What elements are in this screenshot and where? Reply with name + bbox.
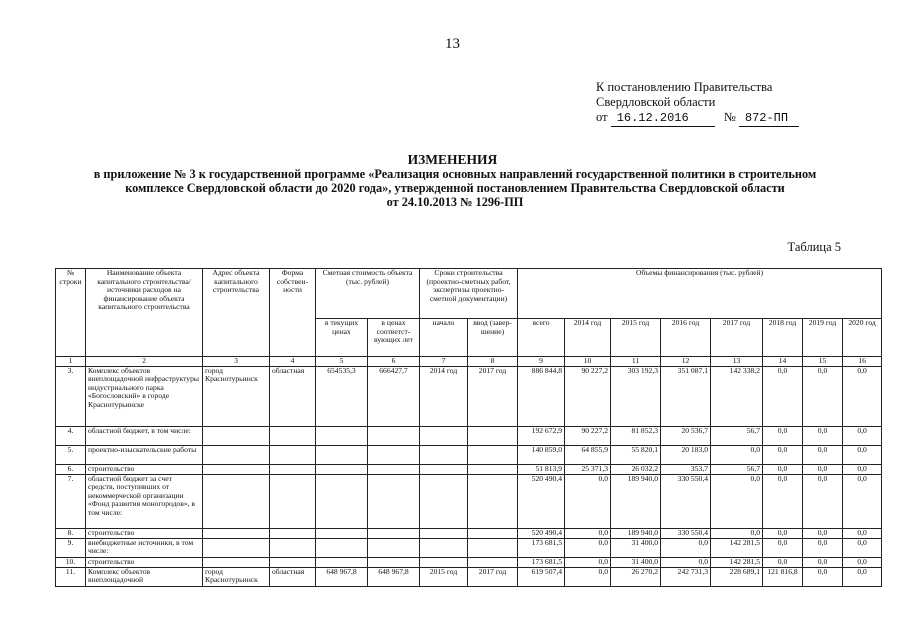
cell-address <box>203 445 270 464</box>
table-row <box>56 464 882 474</box>
cell-cost-current: 654535,3 <box>316 366 368 426</box>
cell-form <box>270 474 316 528</box>
cell-cost-years: 648 967,8 <box>368 567 420 586</box>
cell-row-no: 8. <box>56 528 86 538</box>
cell-2015: 26 270,2 <box>611 567 661 586</box>
cell-name: строительство <box>86 528 203 538</box>
cell-address <box>203 538 270 557</box>
cell-address: город Краснотурьинск <box>203 567 270 586</box>
cell-row-no: 7. <box>56 474 86 528</box>
cell-2014: 0,0 <box>565 538 611 557</box>
cell-2015: 55 820,1 <box>611 445 661 464</box>
column-number: 14 <box>763 357 803 367</box>
cell-2018: 0,0 <box>763 366 803 426</box>
cell-2020: 0,0 <box>843 538 882 557</box>
cell-cost-current <box>316 445 368 464</box>
column-number: 3 <box>203 357 270 367</box>
cell-name: Комплекс объектов внеплощадочной <box>86 567 203 586</box>
cell-2018: 0,0 <box>763 445 803 464</box>
cell-start <box>420 464 468 474</box>
cell-2014: 90 227,2 <box>565 426 611 445</box>
document-subtitle <box>40 167 870 209</box>
cell-start <box>420 426 468 445</box>
number-prefix: № <box>723 110 736 124</box>
cell-cost-current <box>316 464 368 474</box>
cell-2018: 0,0 <box>763 538 803 557</box>
cell-2014: 0,0 <box>565 474 611 528</box>
cell-2015: 189 940,0 <box>611 528 661 538</box>
cell-cost-years <box>368 445 420 464</box>
cell-2018: 0,0 <box>763 426 803 445</box>
approval-block <box>596 80 799 127</box>
cell-2018: 0,0 <box>763 557 803 567</box>
cell-name: строительство <box>86 557 203 567</box>
cell-cost-current <box>316 528 368 538</box>
cell-cost-current <box>316 474 368 528</box>
cell-form <box>270 426 316 445</box>
header-row-no: № строки <box>56 269 86 357</box>
column-number: 15 <box>803 357 843 367</box>
cell-2017: 56,7 <box>711 464 763 474</box>
cell-row-no: 11. <box>56 567 86 586</box>
cell-2017: 0,0 <box>711 528 763 538</box>
cell-2014: 0,0 <box>565 567 611 586</box>
cell-2017: 228 689,1 <box>711 567 763 586</box>
column-number: 10 <box>565 357 611 367</box>
table-label: Таблица 5 <box>787 240 841 254</box>
cell-form <box>270 557 316 567</box>
header-2020: 2020 год <box>843 319 882 357</box>
cell-2020: 0,0 <box>843 366 882 426</box>
cell-2016: 0,0 <box>661 557 711 567</box>
cell-2015: 31 400,0 <box>611 557 661 567</box>
table-row <box>56 567 882 586</box>
header-financing: Объемы финансирования (тыс. рублей) <box>518 269 882 319</box>
cell-name: внебюджетные источники, в том числе: <box>86 538 203 557</box>
cell-total: 520 490,4 <box>518 528 565 538</box>
header-2014: 2014 год <box>565 319 611 357</box>
cell-form <box>270 528 316 538</box>
cell-cost-years <box>368 474 420 528</box>
table-row <box>56 474 882 528</box>
cell-end <box>468 528 518 538</box>
cell-2019: 0,0 <box>803 528 843 538</box>
approval-date-line <box>596 110 799 127</box>
cell-form: областная <box>270 366 316 426</box>
cell-2014: 0,0 <box>565 528 611 538</box>
cell-form: областная <box>270 567 316 586</box>
table-row <box>56 366 882 426</box>
cell-end <box>468 474 518 528</box>
cell-name: областной бюджет за счет средств, поступивших от некоммерческой организации «Фонд развития моногородов», в том числе: <box>86 474 203 528</box>
cell-address <box>203 474 270 528</box>
cell-cost-years <box>368 557 420 567</box>
cell-2016: 0,0 <box>661 538 711 557</box>
table-row <box>56 538 882 557</box>
cell-2016: 351 087,1 <box>661 366 711 426</box>
header-ownership: Форма собствен-ности <box>270 269 316 357</box>
cell-cost-current: 648 967,8 <box>316 567 368 586</box>
cell-start: 2015 год <box>420 567 468 586</box>
cell-address <box>203 464 270 474</box>
cell-2017: 142 281,5 <box>711 538 763 557</box>
cell-name: строительство <box>86 464 203 474</box>
header-end: ввод (завер-шение) <box>468 319 518 357</box>
cell-row-no: 4. <box>56 426 86 445</box>
cell-end <box>468 464 518 474</box>
cell-2014: 90 227,2 <box>565 366 611 426</box>
cell-address <box>203 426 270 445</box>
cell-form <box>270 538 316 557</box>
cell-2020: 0,0 <box>843 528 882 538</box>
header-cost: Сметная стоимость объекта (тыс. рублей) <box>316 269 420 319</box>
cell-2020: 0,0 <box>843 445 882 464</box>
cell-2020: 0,0 <box>843 567 882 586</box>
cell-end <box>468 538 518 557</box>
cell-name: Комплекс объектов внеплощадочной инфраструктуры индустриального парка «Богословский» в городе Краснотурьинске <box>86 366 203 426</box>
column-number-row <box>56 357 882 367</box>
cell-form <box>270 445 316 464</box>
cell-2019: 0,0 <box>803 538 843 557</box>
cell-start: 2014 год <box>420 366 468 426</box>
header-2017: 2017 год <box>711 319 763 357</box>
cell-start <box>420 528 468 538</box>
cell-total: 140 859,0 <box>518 445 565 464</box>
cell-end: 2017 год <box>468 366 518 426</box>
cell-2016: 330 550,4 <box>661 528 711 538</box>
cell-2019: 0,0 <box>803 426 843 445</box>
cell-2020: 0,0 <box>843 426 882 445</box>
cell-total: 173 681,5 <box>518 557 565 567</box>
cell-total: 192 672,9 <box>518 426 565 445</box>
header-address: Адрес объекта капитального строительства <box>203 269 270 357</box>
table-row <box>56 557 882 567</box>
cell-2016: 20 536,7 <box>661 426 711 445</box>
cell-start <box>420 445 468 464</box>
cell-cost-years <box>368 528 420 538</box>
cell-2018: 121 816,8 <box>763 567 803 586</box>
subtitle-line-1: в приложение № 3 к государственной программе «Реализация основных направлений государственной политики в строительном <box>93 167 817 181</box>
column-number: 9 <box>518 357 565 367</box>
header-cost-years: в ценах соответст-вующих лет <box>368 319 420 357</box>
cell-2015: 31 400,0 <box>611 538 661 557</box>
cell-2018: 0,0 <box>763 464 803 474</box>
cell-2019: 0,0 <box>803 464 843 474</box>
cell-total: 886 844,8 <box>518 366 565 426</box>
cell-row-no: 3. <box>56 366 86 426</box>
date-prefix: от <box>596 110 608 124</box>
cell-2015: 303 192,3 <box>611 366 661 426</box>
cell-2016: 353,7 <box>661 464 711 474</box>
subtitle-line-3: от 24.10.2013 № 1296-ПП <box>386 195 524 209</box>
approval-line-2: Свердловской области <box>596 95 716 109</box>
cell-total: 173 681,5 <box>518 538 565 557</box>
cell-2018: 0,0 <box>763 528 803 538</box>
cell-row-no: 6. <box>56 464 86 474</box>
cell-cost-current <box>316 557 368 567</box>
cell-start <box>420 474 468 528</box>
document-title: ИЗМЕНЕНИЯ <box>407 152 498 167</box>
cell-2014: 64 855,9 <box>565 445 611 464</box>
cell-2017: 56,7 <box>711 426 763 445</box>
cell-2017: 0,0 <box>711 445 763 464</box>
cell-name: проектно-изыскательские работы <box>86 445 203 464</box>
approval-number: 872-ПП <box>739 111 799 127</box>
table-row <box>56 445 882 464</box>
cell-name: областной бюджет, в том числе: <box>86 426 203 445</box>
cell-2019: 0,0 <box>803 557 843 567</box>
cell-2017: 142 281,5 <box>711 557 763 567</box>
header-name: Наименование объекта капитального строительства/ источники расходов на финансирование объекта капитального строительства <box>86 269 203 357</box>
cell-address: город Краснотурьинск <box>203 366 270 426</box>
cell-address <box>203 557 270 567</box>
cell-2015: 26 032,2 <box>611 464 661 474</box>
column-number: 13 <box>711 357 763 367</box>
cell-cost-current <box>316 426 368 445</box>
column-number: 2 <box>86 357 203 367</box>
cell-2016: 242 731,3 <box>661 567 711 586</box>
cell-row-no: 10. <box>56 557 86 567</box>
header-2018: 2018 год <box>763 319 803 357</box>
header-total: всего <box>518 319 565 357</box>
cell-row-no: 5. <box>56 445 86 464</box>
cell-2020: 0,0 <box>843 464 882 474</box>
cell-end: 2017 год <box>468 567 518 586</box>
cell-2020: 0,0 <box>843 474 882 528</box>
header-terms: Сроки строительства (проектно-сметных работ, экспертизы проектно-сметной документации) <box>420 269 518 319</box>
cell-total: 619 507,4 <box>518 567 565 586</box>
subtitle-line-2: комплексе Свердловской области до 2020 года», утвержденной постановлением Правительства Свердловской области <box>125 181 785 195</box>
cell-end <box>468 445 518 464</box>
cell-total: 520 490,4 <box>518 474 565 528</box>
cell-2016: 20 183,0 <box>661 445 711 464</box>
approval-date: 16.12.2016 <box>611 111 715 127</box>
cell-2020: 0,0 <box>843 557 882 567</box>
cell-2018: 0,0 <box>763 474 803 528</box>
approval-line-1: К постановлению Правительства <box>596 80 773 94</box>
header-cost-current: в текущих ценах <box>316 319 368 357</box>
cell-total: 51 813,9 <box>518 464 565 474</box>
cell-2014: 25 371,3 <box>565 464 611 474</box>
cell-2016: 330 550,4 <box>661 474 711 528</box>
cell-2015: 81 852,3 <box>611 426 661 445</box>
column-number: 5 <box>316 357 368 367</box>
cell-row-no: 9. <box>56 538 86 557</box>
column-number: 8 <box>468 357 518 367</box>
cell-2017: 142 338,2 <box>711 366 763 426</box>
header-2015: 2015 год <box>611 319 661 357</box>
header-2016: 2016 год <box>661 319 711 357</box>
table-body <box>56 366 882 586</box>
column-number: 16 <box>843 357 882 367</box>
cell-2017: 0,0 <box>711 474 763 528</box>
table-row <box>56 528 882 538</box>
cell-cost-years <box>368 464 420 474</box>
page-number: 13 <box>445 36 460 52</box>
cell-2019: 0,0 <box>803 445 843 464</box>
column-number: 4 <box>270 357 316 367</box>
cell-cost-years <box>368 426 420 445</box>
column-number: 7 <box>420 357 468 367</box>
cell-2014: 0,0 <box>565 557 611 567</box>
cell-cost-years: 666427,7 <box>368 366 420 426</box>
cell-end <box>468 557 518 567</box>
cell-2015: 189 940,0 <box>611 474 661 528</box>
cell-form <box>270 464 316 474</box>
column-number: 12 <box>661 357 711 367</box>
cell-2019: 0,0 <box>803 366 843 426</box>
header-2019: 2019 год <box>803 319 843 357</box>
column-number: 11 <box>611 357 661 367</box>
cell-cost-current <box>316 538 368 557</box>
cell-address <box>203 528 270 538</box>
cell-start <box>420 538 468 557</box>
cell-start <box>420 557 468 567</box>
header-start: начало <box>420 319 468 357</box>
table-row <box>56 426 882 445</box>
financing-table <box>55 268 882 587</box>
cell-cost-years <box>368 538 420 557</box>
column-number: 6 <box>368 357 420 367</box>
cell-2019: 0,0 <box>803 567 843 586</box>
cell-2019: 0,0 <box>803 474 843 528</box>
cell-end <box>468 426 518 445</box>
column-number: 1 <box>56 357 86 367</box>
